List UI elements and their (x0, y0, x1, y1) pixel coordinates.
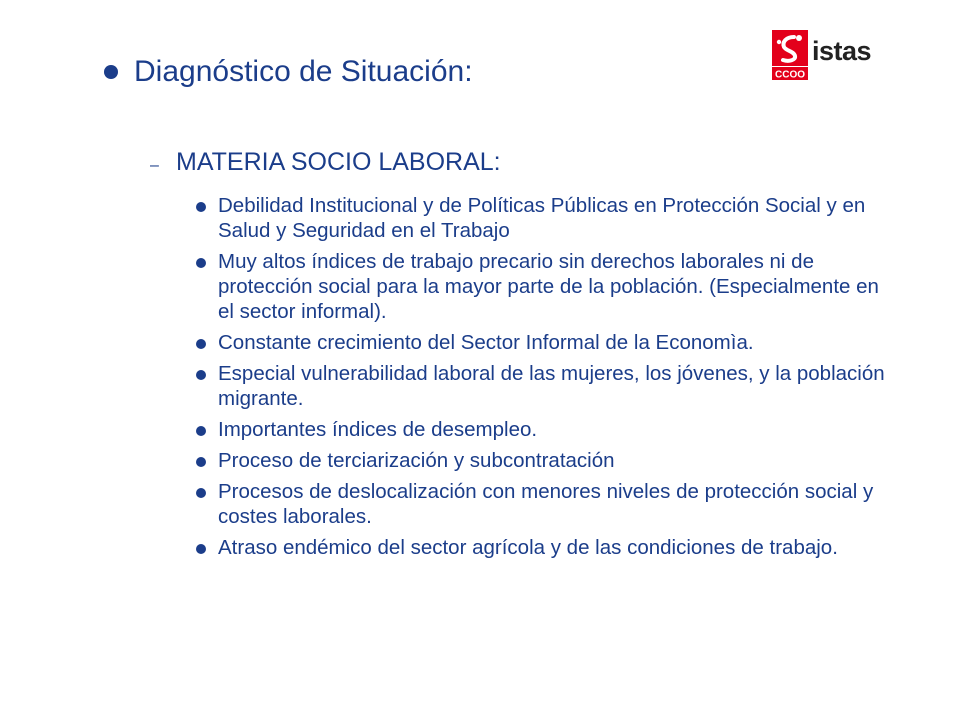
bullet-icon (196, 488, 206, 498)
title-row (104, 54, 473, 90)
list-item-text: Muy altos índices de trabajo precario sin derechos laborales ni de protección social para la mayor parte de la población. (Especialmente en el sector informal). (218, 250, 879, 323)
list-item (196, 417, 896, 442)
list-item-text: Procesos de deslocalización con menores niveles de protección social y costes laborales. (218, 480, 874, 528)
bullet-icon (196, 202, 206, 212)
list-item-text: Especial vulnerabilidad laboral de las mujeres, los jóvenes, y la población migrante. (218, 362, 885, 410)
logo-mark-text: CCOO (775, 69, 805, 80)
logo-text: istas (812, 36, 872, 66)
bullet-icon (196, 426, 206, 436)
list-item (196, 330, 896, 355)
bullet-icon (196, 544, 206, 554)
bullet-icon (196, 258, 206, 268)
list-item (196, 249, 896, 324)
page-title: Diagnóstico de Situación: (134, 55, 473, 88)
list-item (196, 448, 896, 473)
ccoo-logo-icon (772, 30, 808, 80)
list-item (196, 535, 896, 560)
section-title: MATERIA SOCIO LABORAL: (176, 148, 501, 176)
list-item (196, 361, 896, 411)
bullet-list (196, 193, 896, 566)
istas-ccoo-logo (772, 30, 882, 90)
list-item-text: Importantes índices de desempleo. (218, 418, 538, 441)
bullet-icon (196, 370, 206, 380)
bullet-icon (196, 339, 206, 349)
list-item-text: Atraso endémico del sector agrícola y de las condiciones de trabajo. (218, 536, 838, 559)
list-item (196, 193, 896, 243)
list-item (196, 479, 896, 529)
list-item-text: Constante crecimiento del Sector Informal de la Economìa. (218, 331, 754, 354)
list-item-text: Debilidad Institucional y de Políticas Públicas en Protección Social y en Salud y Seguridad en el Trabajo (218, 194, 866, 242)
section-dash: – (150, 157, 159, 174)
section-heading (150, 148, 501, 177)
title-bullet-icon (104, 65, 118, 79)
list-item-text: Proceso de terciarización y subcontratación (218, 449, 615, 472)
bullet-icon (196, 457, 206, 467)
